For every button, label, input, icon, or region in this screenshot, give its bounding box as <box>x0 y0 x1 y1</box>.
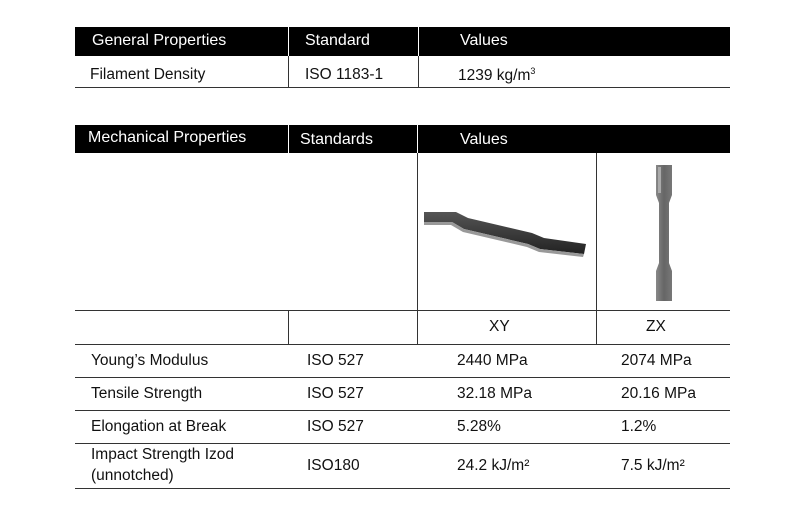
elongation-label: Elongation at Break <box>91 418 227 435</box>
elongation-standard: ISO 527 <box>307 418 364 435</box>
mechanical-properties-header: Mechanical Properties <box>88 129 247 146</box>
impact-strength-standard: ISO180 <box>307 457 360 474</box>
zx-specimen-image <box>648 163 680 303</box>
tensile-strength-standard: ISO 527 <box>307 385 364 402</box>
elongation-xy: 5.28% <box>457 418 501 435</box>
tensile-strength-label: Tensile Strength <box>91 385 203 402</box>
row-rule <box>75 377 730 378</box>
row-rule <box>75 410 730 411</box>
standards-header: Standards <box>300 131 373 148</box>
tensile-strength-xy: 32.18 MPa <box>457 385 532 402</box>
general-header-divider <box>418 27 419 56</box>
filament-density-value: 1239 $kg/m^3$ <box>458 66 536 84</box>
table-bottom-rule <box>75 488 730 489</box>
impact-strength-label-line2: (unnotched) <box>91 467 174 484</box>
general-header-divider <box>288 27 289 56</box>
orientation-row-divider <box>288 310 289 344</box>
mechanical-values-header: Values <box>460 131 508 148</box>
youngs-modulus-label: Young’s Modulus <box>91 352 209 369</box>
general-bottom-rule <box>75 87 730 88</box>
values-header: Values <box>460 32 508 49</box>
orientation-row-bottom-rule <box>75 344 730 345</box>
filament-density-standard: ISO 1183-1 <box>305 66 384 83</box>
orientation-row-divider <box>417 310 418 344</box>
general-col-divider <box>288 56 289 87</box>
orientation-row-top-rule <box>75 310 730 311</box>
youngs-modulus-zx: 2074 MPa <box>621 352 692 369</box>
impact-strength-xy: 24.2 kJ/m² <box>457 457 530 474</box>
filament-density-label: Filament Density <box>90 66 206 83</box>
impact-strength-zx: 7.5 kJ/m² <box>621 457 685 474</box>
youngs-modulus-standard: ISO 527 <box>307 352 364 369</box>
impact-strength-label-line1: Impact Strength Izod <box>91 446 235 463</box>
xy-orientation-label: XY <box>489 318 510 335</box>
mechanical-header-divider <box>288 125 289 153</box>
tensile-strength-zx: 20.16 MPa <box>621 385 696 402</box>
image-row-divider <box>596 153 597 310</box>
zx-orientation-label: ZX <box>646 318 666 335</box>
elongation-zx: 1.2% <box>621 418 657 435</box>
standard-header: Standard <box>305 32 370 49</box>
xy-specimen-image <box>420 200 590 270</box>
general-col-divider <box>418 56 419 87</box>
row-rule <box>75 443 730 444</box>
orientation-row-divider <box>596 310 597 344</box>
image-row-divider <box>417 153 418 310</box>
youngs-modulus-xy: 2440 MPa <box>457 352 528 369</box>
mechanical-header-divider <box>417 125 418 153</box>
general-properties-header: General Properties <box>92 32 227 49</box>
